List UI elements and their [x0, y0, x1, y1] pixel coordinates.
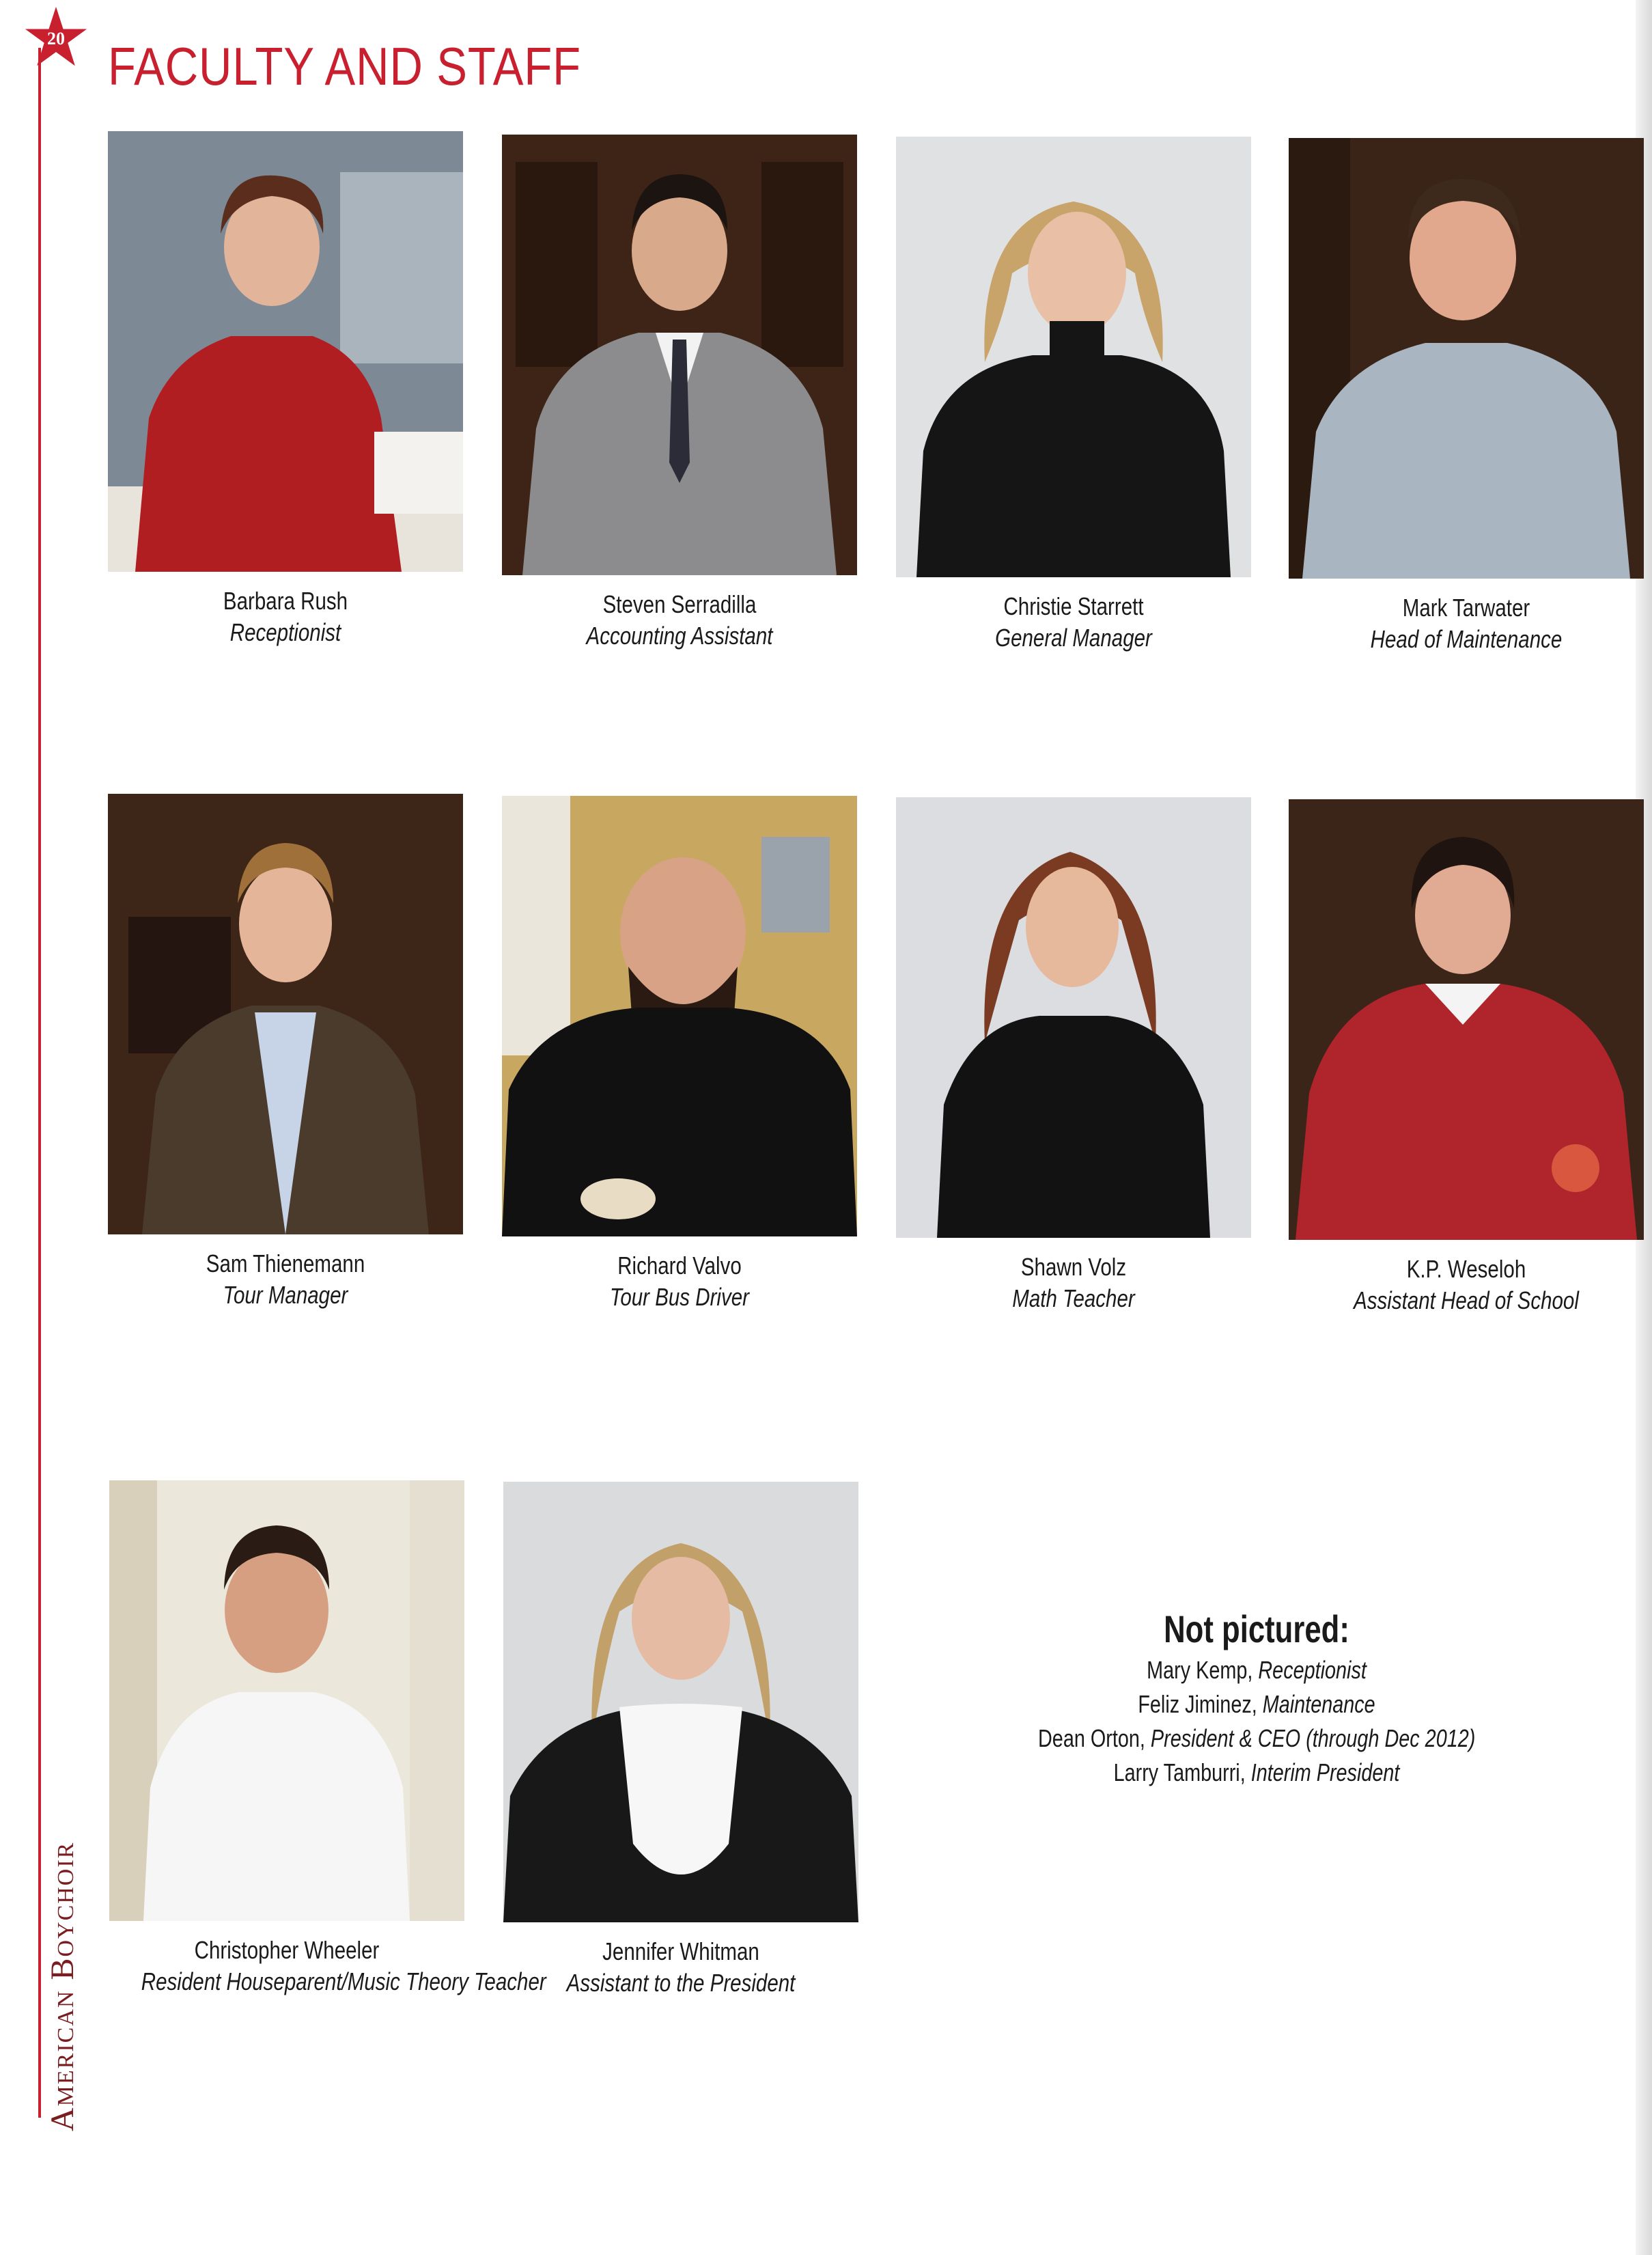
staff-photo — [502, 796, 857, 1236]
staff-name: Barbara Rush — [223, 587, 348, 615]
not-pictured-role: Interim President — [1250, 1758, 1400, 1786]
staff-role: General Manager — [995, 624, 1152, 652]
page-title: FACULTY AND STAFF — [108, 36, 581, 96]
not-pictured-section — [983, 1605, 1530, 1790]
not-pictured-role: President & CEO (through Dec 2012) — [1150, 1724, 1476, 1752]
staff-role: Assistant Head of School — [1354, 1286, 1579, 1314]
staff-name: Mark Tarwater — [1402, 594, 1530, 622]
staff-card — [503, 1482, 858, 1999]
staff-card — [502, 135, 857, 652]
staff-card — [108, 131, 463, 648]
staff-role: Tour Manager — [223, 1281, 348, 1309]
staff-name: Richard Valvo — [617, 1251, 742, 1279]
staff-role: Assistant to the President — [566, 1969, 796, 1997]
staff-card — [502, 796, 857, 1313]
staff-photo — [1289, 138, 1644, 579]
staff-role: Resident Houseparent/Music Theory Teacher — [141, 1967, 546, 1995]
staff-role: Receptionist — [229, 618, 341, 646]
staff-name: Sam Thienemann — [206, 1249, 365, 1277]
not-pictured-item — [1038, 1721, 1475, 1756]
not-pictured-item — [1038, 1756, 1475, 1790]
not-pictured-role: Receptionist — [1258, 1656, 1367, 1684]
staff-name: Shawn Volz — [1020, 1253, 1127, 1281]
brand-text: American Boychoir — [44, 1841, 81, 2131]
staff-role: Math Teacher — [1012, 1284, 1135, 1312]
page-number: 20 — [47, 29, 65, 49]
left-accent-rule — [38, 48, 41, 2118]
staff-photo — [896, 137, 1251, 577]
staff-name: Jennifer Whitman — [602, 1937, 759, 1965]
staff-photo — [896, 797, 1251, 1238]
not-pictured-name: Mary Kemp, — [1147, 1656, 1253, 1684]
staff-card — [109, 1480, 546, 1997]
staff-photo — [108, 131, 463, 572]
not-pictured-name: Dean Orton, — [1038, 1724, 1145, 1752]
staff-photo — [502, 135, 857, 575]
staff-photo — [108, 794, 463, 1234]
staff-name: Christopher Wheeler — [194, 1936, 380, 1964]
brand-wordmark — [44, 1776, 85, 2131]
staff-photo — [503, 1482, 858, 1922]
staff-card — [896, 797, 1251, 1314]
staff-role: Head of Maintenance — [1370, 625, 1563, 653]
staff-card — [1289, 799, 1644, 1316]
staff-photo — [109, 1480, 464, 1921]
not-pictured-name: Feliz Jiminez, — [1138, 1690, 1257, 1718]
staff-card — [108, 794, 463, 1311]
staff-name: K.P. Weseloh — [1406, 1255, 1526, 1283]
staff-card — [896, 137, 1251, 654]
not-pictured-heading: Not pictured: — [1164, 1607, 1349, 1650]
staff-name: Steven Serradilla — [602, 590, 757, 618]
staff-photo — [1289, 799, 1644, 1240]
staff-card — [1289, 138, 1644, 655]
staff-name: Christie Starrett — [1003, 592, 1144, 620]
not-pictured-item — [1038, 1653, 1475, 1687]
staff-role: Accounting Assistant — [586, 622, 773, 650]
not-pictured-name: Larry Tamburri, — [1113, 1758, 1246, 1786]
not-pictured-role: Maintenance — [1262, 1690, 1375, 1718]
not-pictured-item — [1038, 1687, 1475, 1721]
staff-role: Tour Bus Driver — [610, 1283, 749, 1311]
